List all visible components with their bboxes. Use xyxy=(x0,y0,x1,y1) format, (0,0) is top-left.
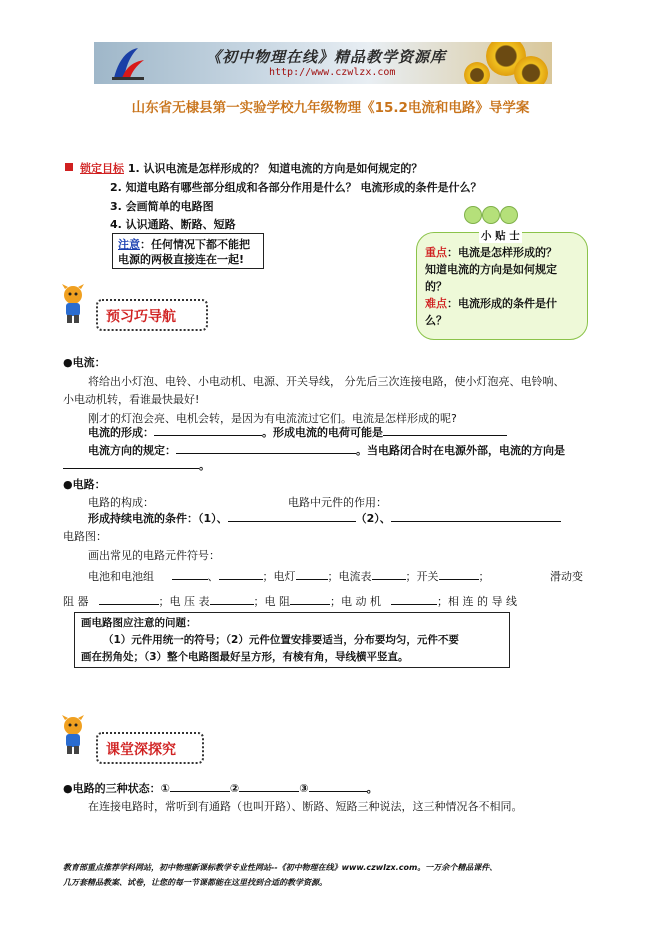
answer-blank[interactable] xyxy=(309,780,367,792)
paragraph: 在连接电路时，常听到有通路（也叫开路）、断路、短路三种说法，这三种情况各不相同。 xyxy=(88,800,523,813)
tips-text: 的？ xyxy=(425,280,447,293)
goal-line-1 xyxy=(80,160,422,176)
symbols-row-2 xyxy=(63,593,517,609)
sunflower-icon xyxy=(464,62,490,84)
section-header-preview xyxy=(96,299,208,331)
answer-blank[interactable] xyxy=(172,568,208,580)
notes-text: 画在拐角处；（3）整个电路图最好呈方形，有棱有角，导线横平竖直。 xyxy=(81,651,409,663)
footer-line: 教育部重点推荐学科网站，初中物理新课标教学专业性网站--《初中物理在线》www.czwlzx.com。一万余个精品课件、 xyxy=(63,863,498,872)
direction-line-end xyxy=(63,457,210,473)
answer-blank[interactable] xyxy=(383,424,507,436)
label: ；电灯 xyxy=(262,570,296,583)
answer-blank[interactable] xyxy=(391,510,561,522)
tips-text: 么？ xyxy=(425,314,447,327)
notes-box xyxy=(74,612,510,668)
tiger-mascot-icon xyxy=(56,715,90,755)
goal-item: 2. 知道电路有哪些部分组成和各部分作用是什么？ 电流形成的条件是什么？ xyxy=(110,181,482,194)
label: （2）、 xyxy=(355,512,391,525)
key-label: 重点 xyxy=(425,246,447,259)
answer-blank[interactable] xyxy=(228,510,356,522)
tips-text: ：电流形成的条件是什 xyxy=(447,297,557,310)
note-label: 注意 xyxy=(118,238,140,251)
label: ；电 阻 xyxy=(253,595,290,608)
label: 。形成电流的电荷可能是 xyxy=(262,426,383,439)
label: ；开关 xyxy=(405,570,439,583)
answer-blank[interactable] xyxy=(99,593,159,605)
notes-title: 画电路图应注意的问题： xyxy=(81,617,197,629)
direction-line xyxy=(88,442,565,458)
note-box xyxy=(112,233,264,269)
goal-item: 3. 会画简单的电路图 xyxy=(110,200,214,213)
notes-text: （1）元件用统一的符号；（2）元件位置安排要适当，分布要均匀，元件不要 xyxy=(103,634,459,646)
goal-item: 1. 认识电流是怎样形成的？ 知道电流的方向是如何规定的？ xyxy=(127,162,423,175)
heading-current: ●电流： xyxy=(63,356,106,369)
note-text: 电源的两极直接连在一起! xyxy=(118,253,245,266)
label: 电路的构成： xyxy=(88,496,154,509)
tips-box xyxy=(416,232,588,340)
symbols-row-1 xyxy=(88,568,490,584)
footer-line: 几万套精品教案、试卷，让您的每一节课都能在这里找到合适的教学资源。 xyxy=(63,878,327,887)
states-line xyxy=(63,780,378,796)
heading-circuit: ●电路： xyxy=(63,478,106,491)
goal-item: 4. 认识通路、断路、短路 xyxy=(110,218,236,231)
banner-title: 《初中物理在线》精品教学资源库 xyxy=(206,48,447,66)
label: 画出常见的电路元件符号： xyxy=(88,549,220,562)
answer-blank[interactable] xyxy=(210,593,254,605)
answer-blank[interactable] xyxy=(170,780,230,792)
answer-blank[interactable] xyxy=(290,593,330,605)
paragraph: 将给出小灯泡、电铃、小电动机、电源、开关导线， 分先后三次连接电路，使小灯泡亮、电铃响、 xyxy=(88,375,565,388)
section-header-explore xyxy=(96,732,204,764)
label: 。 xyxy=(199,459,210,472)
label: 电流方向的规定： xyxy=(88,444,176,457)
label: 电路中元件的作用： xyxy=(288,496,387,509)
label: ② xyxy=(229,782,240,795)
answer-blank[interactable] xyxy=(239,780,299,792)
answer-blank[interactable] xyxy=(372,568,406,580)
sunflower-icon xyxy=(514,56,548,84)
answer-blank[interactable] xyxy=(154,424,262,436)
label: 电路图： xyxy=(63,530,107,543)
label: 滑动变 xyxy=(550,570,583,583)
label: ③ xyxy=(299,782,309,795)
answer-blank[interactable] xyxy=(63,457,199,469)
answer-blank[interactable] xyxy=(219,568,263,580)
label: ； xyxy=(478,570,490,583)
label: ；电 动 机 xyxy=(330,595,381,608)
label: ；相 连 的 导 线 xyxy=(437,595,517,608)
tips-text: ：电流是怎样形成的？ xyxy=(447,246,557,259)
tips-text: 知道电流的方向是如何规定 xyxy=(425,263,557,276)
label: 。当电路闭合时在电源外部，电流的方向是 xyxy=(356,444,565,457)
answer-blank[interactable] xyxy=(176,442,356,454)
difficulty-label: 难点 xyxy=(425,297,447,310)
label: 。 xyxy=(366,782,378,795)
section-title: 预习巧导航 xyxy=(106,309,176,325)
banner-url: http://www.czwlzx.com xyxy=(269,67,396,78)
label: ；电流表 xyxy=(327,570,372,583)
label: ●电路的三种状态：① xyxy=(63,782,170,795)
bullet-square-icon xyxy=(65,163,73,171)
goals-label: 锁定目标 xyxy=(80,162,124,175)
note-text: ：任何情况下都不能把 xyxy=(140,238,250,251)
section-title: 课堂深探究 xyxy=(106,742,176,758)
paragraph: 小电动机转，看谁最快最好! xyxy=(63,393,200,406)
formation-line xyxy=(88,424,507,440)
condition-line xyxy=(88,510,561,526)
answer-blank[interactable] xyxy=(296,568,328,580)
logo-icon xyxy=(108,44,148,82)
label: 电池和电池组 xyxy=(88,570,154,583)
tiger-mascot-icon xyxy=(56,284,90,324)
answer-blank[interactable] xyxy=(391,593,437,605)
page-title: 山东省无棣县第一实验学校九年级物理《15.2电流和电路》导学案 xyxy=(131,100,530,116)
paragraph: 刚才的灯泡会亮、电机会转，是因为有电流流过它们。电流是怎样形成的呢? xyxy=(88,412,457,425)
label: 形成持续电流的条件：（1）、 xyxy=(88,512,228,525)
tips-title: 小 贴 士 xyxy=(481,230,520,242)
answer-blank[interactable] xyxy=(439,568,479,580)
label: 电流的形成： xyxy=(88,426,154,439)
label: 阻 器 xyxy=(63,595,89,608)
label: ；电 压 表 xyxy=(158,595,210,608)
label: 、 xyxy=(207,570,219,583)
header-banner xyxy=(94,42,552,84)
